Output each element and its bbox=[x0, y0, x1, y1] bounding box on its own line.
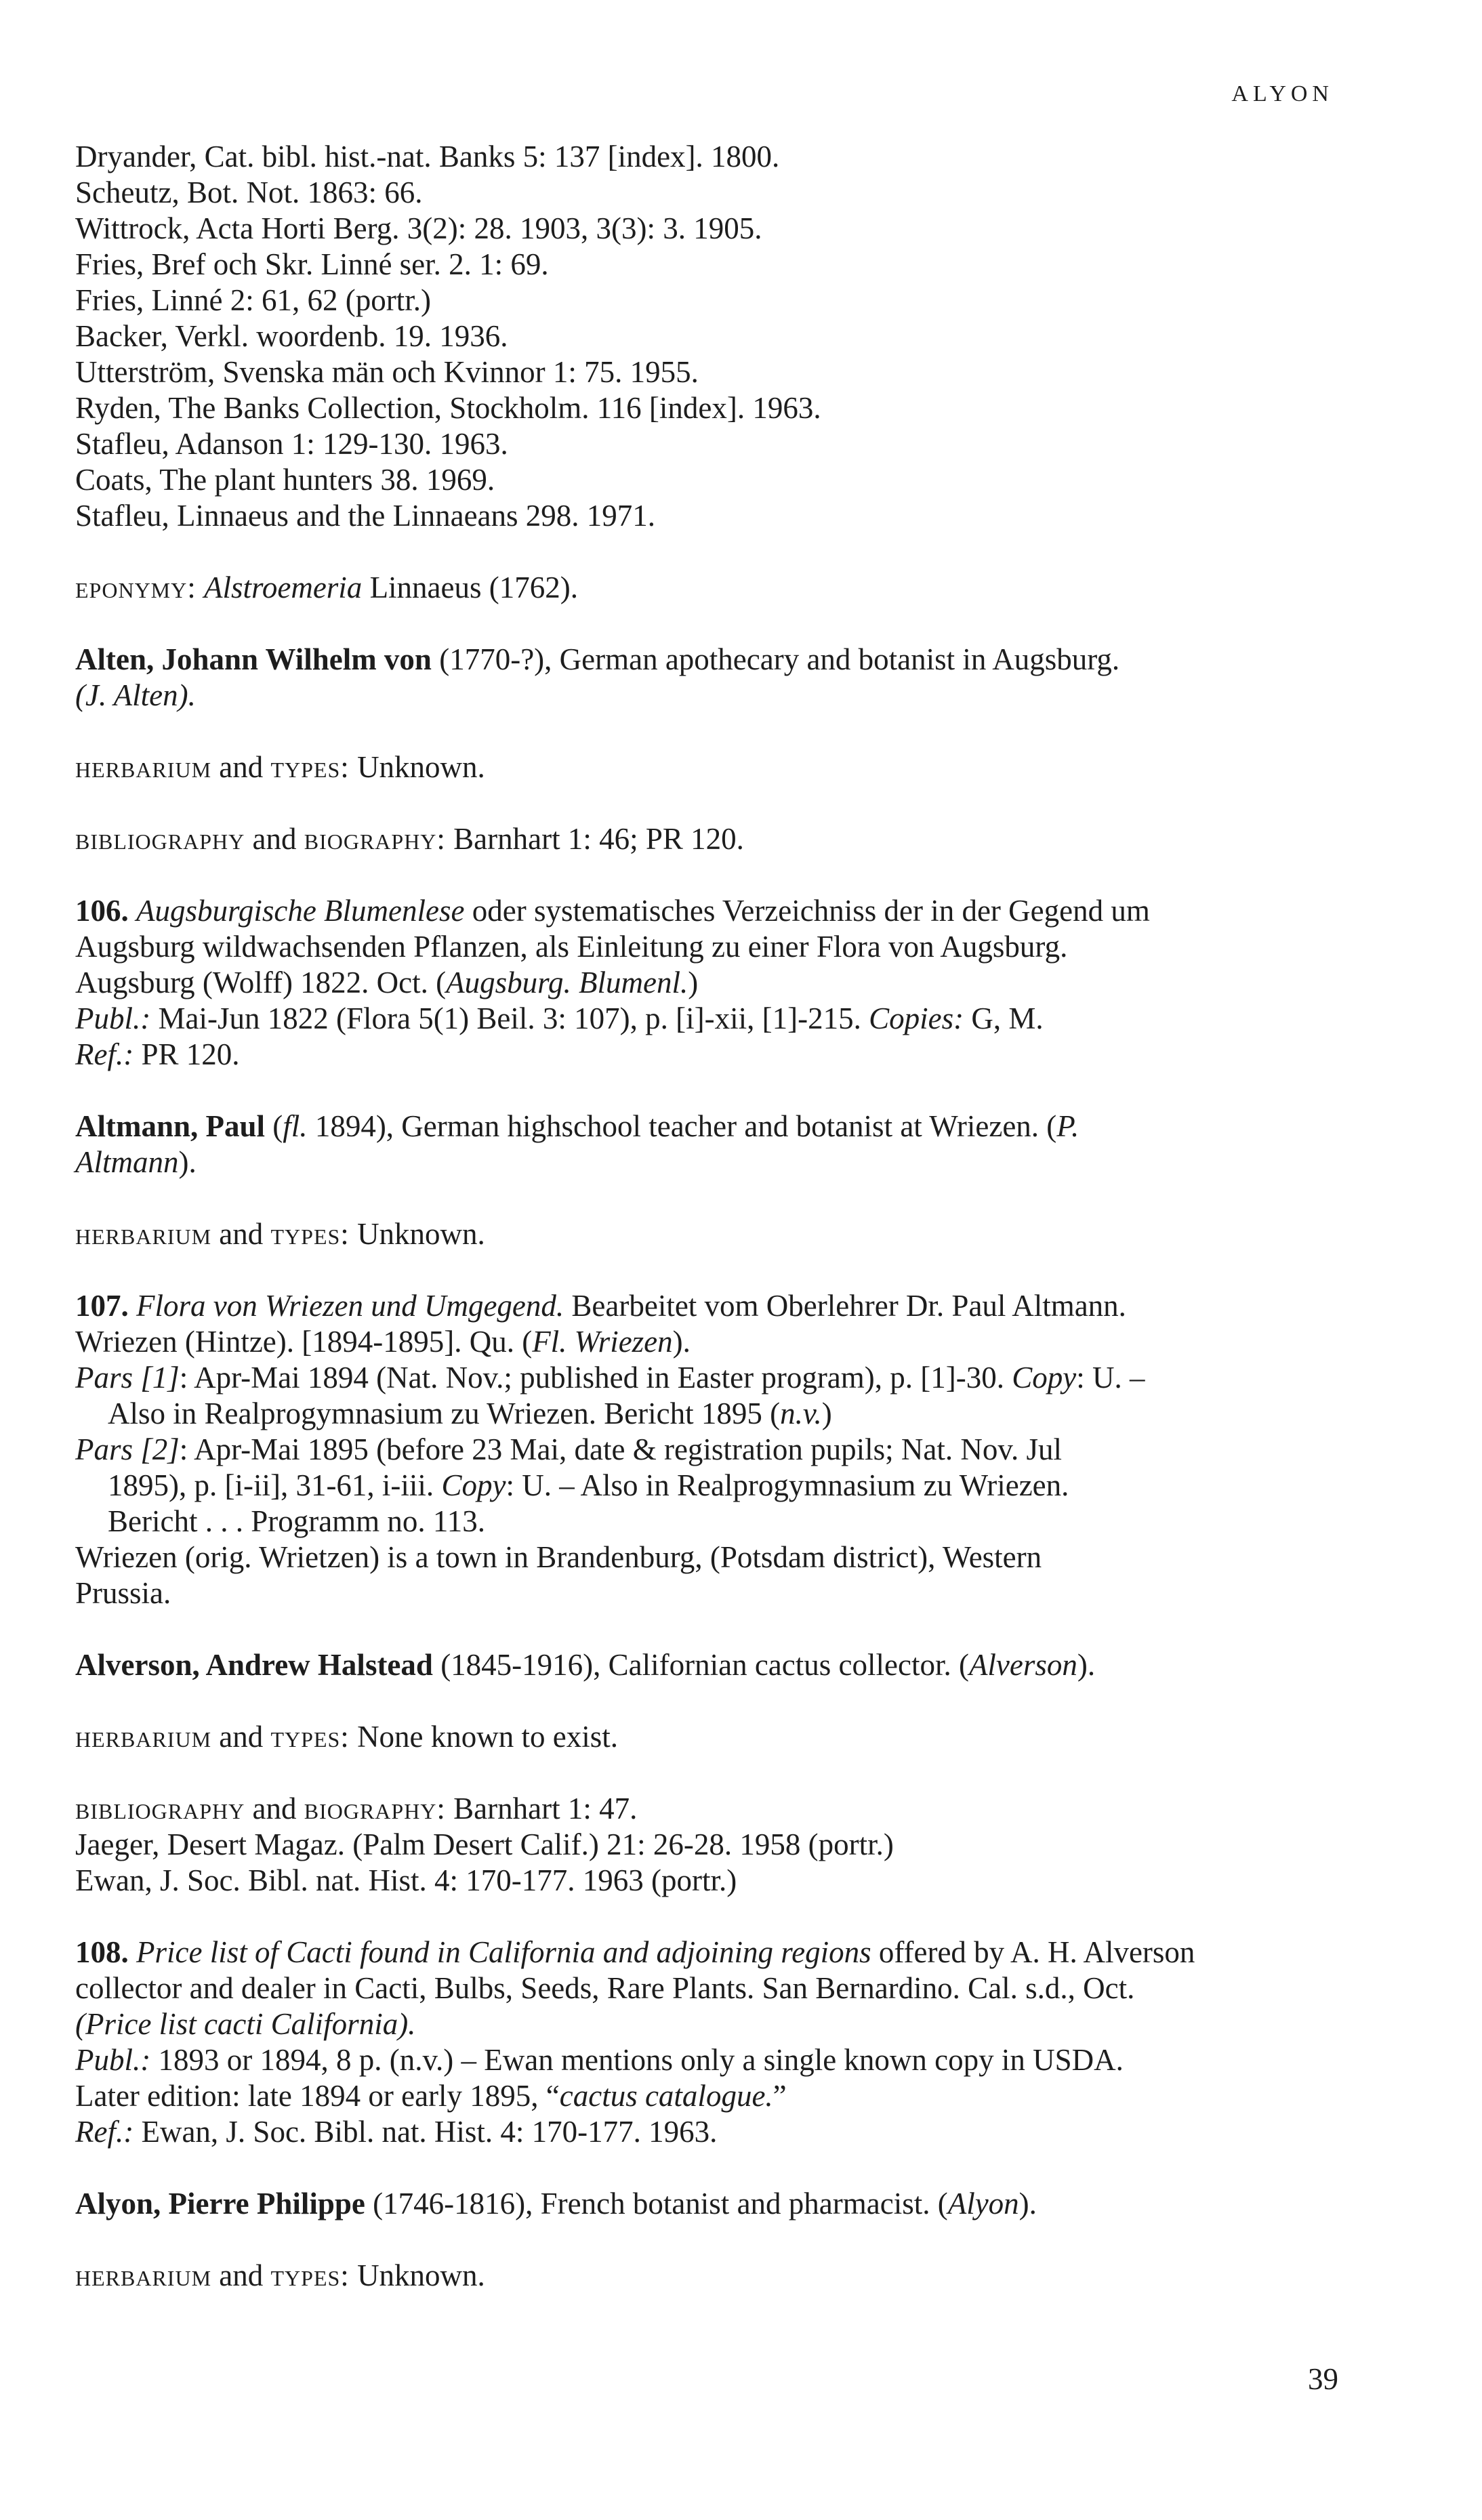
text-segment: Alyon bbox=[947, 2187, 1019, 2221]
herbarium-line bbox=[75, 1719, 1337, 1755]
text-segment: ) bbox=[688, 966, 699, 999]
bib-item: Stafleu, Linnaeus and the Linnaeans 298. 1971. bbox=[75, 499, 656, 533]
text-segment: offered by A. H. Alverson bbox=[871, 1935, 1195, 1969]
author-entry-alyon bbox=[75, 2186, 1337, 2294]
text-segment: and bbox=[211, 1217, 271, 1251]
text-segment: 1893 or 1894, 8 p. (n.v.) – Ewan mentions only a single known copy in USDA. bbox=[150, 2043, 1124, 2077]
text-segment: oder systematisches Verzeichniss der in der Gegend um bbox=[464, 894, 1150, 928]
text-segment: Copy bbox=[1012, 1361, 1077, 1395]
eponymy-genus: Alstroemeria bbox=[204, 571, 363, 604]
author-name: Alverson, Andrew Halstead bbox=[75, 1648, 433, 1682]
text-segment: Unknown. bbox=[349, 2258, 485, 2292]
text-segment: (Price list cacti California). bbox=[75, 2007, 416, 2041]
text-segment: herbarium bbox=[75, 2258, 212, 2292]
text-segment: ) bbox=[821, 1397, 832, 1430]
text-segment: Bericht . . . Programm no. 113. bbox=[108, 1504, 486, 1538]
entry-title: Price list of Cacti found in California and adjoining regions bbox=[136, 1935, 871, 1969]
text-segment: [2] bbox=[140, 1432, 180, 1466]
bibliography-line bbox=[75, 1791, 1337, 1827]
text-segment: Augsburg wildwachsenden Pflanzen, als Einleitung zu einer Flora von Augsburg. bbox=[75, 930, 1068, 964]
text-segment: types: bbox=[270, 1720, 350, 1754]
text-segment: PR 120. bbox=[133, 1037, 240, 1071]
author-entry-altmann bbox=[75, 1109, 1337, 1252]
running-head: ALYON bbox=[1231, 81, 1334, 106]
bib-item: Utterström, Svenska män och Kvinnor 1: 75. 1955. bbox=[75, 355, 699, 389]
text-segment: collector and dealer in Cacti, Bulbs, Seeds, Rare Plants. San Bernardino. Cal. s.d., Oct. bbox=[75, 1971, 1135, 2005]
text-segment: ” bbox=[773, 2079, 787, 2113]
text-segment: Ewan, J. Soc. Bibl. nat. Hist. 4: 170-177. 1963 (portr.) bbox=[75, 1863, 737, 1897]
text-segment: Mai-Jun 1822 (Flora 5(1) Beil. 3: 107), p. [i]-xii, [1]-215. bbox=[150, 1001, 869, 1035]
publication-entry-108 bbox=[75, 1935, 1337, 2150]
text-segment: types: bbox=[270, 750, 350, 784]
text-segment: bibliography bbox=[75, 822, 245, 856]
text-segment: None known to exist. bbox=[349, 1720, 619, 1754]
text-segment: herbarium bbox=[75, 1217, 212, 1251]
author-abbreviation: (J. Alten). bbox=[75, 678, 196, 712]
text-segment: Augsburg. Blumenl. bbox=[446, 966, 688, 999]
herbarium-line bbox=[75, 749, 1337, 785]
bib-item: Stafleu, Adanson 1: 129-130. 1963. bbox=[75, 427, 508, 461]
text-segment: herbarium bbox=[75, 1720, 212, 1754]
text-segment: biography: bbox=[304, 822, 446, 856]
bib-item: Dryander, Cat. bibl. hist.-nat. Banks 5: 137 [index]. 1800. bbox=[75, 140, 780, 173]
entry-number: 107. bbox=[75, 1289, 129, 1323]
bib-item: Ryden, The Banks Collection, Stockholm. 116 [index]. 1963. bbox=[75, 391, 821, 425]
text-segment: P. bbox=[1056, 1109, 1079, 1143]
text-segment: 1894), German highschool teacher and botanist at Wriezen. ( bbox=[307, 1109, 1057, 1143]
bib-item: Fries, Linné 2: 61, 62 (portr.) bbox=[75, 283, 431, 317]
entry-title: Augsburgische Blumenlese bbox=[136, 894, 465, 928]
publication-entry-106 bbox=[75, 893, 1337, 1073]
bib-item: Fries, Bref och Skr. Linné ser. 2. 1: 69. bbox=[75, 247, 549, 281]
text-segment: types: bbox=[270, 1217, 350, 1251]
text-segment: Wriezen (Hintze). [1894-1895]. Qu. ( bbox=[75, 1325, 533, 1359]
bib-item: Scheutz, Bot. Not. 1863: 66. bbox=[75, 175, 423, 209]
text-segment: Pars bbox=[75, 1361, 133, 1395]
bib-item: Backer, Verkl. woordenb. 19. 1936. bbox=[75, 319, 508, 353]
text-segment: [1] bbox=[140, 1361, 180, 1395]
text-segment: : Apr-Mai 1894 (Nat. Nov.; published in Easter program), p. [1]-30. bbox=[179, 1361, 1012, 1395]
text-segment: biography: bbox=[304, 1792, 446, 1825]
text-segment: Altmann bbox=[75, 1145, 179, 1179]
text-segment: Publ.: bbox=[75, 1001, 151, 1035]
text-segment: Pars bbox=[75, 1432, 133, 1466]
entry-title: Flora von Wriezen und Umgegend. bbox=[136, 1289, 564, 1323]
text-segment: Fl. Wriezen bbox=[532, 1325, 673, 1359]
eponymy-rest: Linnaeus (1762). bbox=[362, 571, 578, 604]
herbarium-line bbox=[75, 1216, 1337, 1252]
text-segment: types: bbox=[270, 2258, 350, 2292]
text-segment: bibliography bbox=[75, 1792, 245, 1825]
author-name: Altmann, Paul bbox=[75, 1109, 266, 1143]
entry-number: 108. bbox=[75, 1935, 129, 1969]
text-segment: Barnhart 1: 46; PR 120. bbox=[445, 822, 744, 856]
bib-item: Coats, The plant hunters 38. 1969. bbox=[75, 463, 495, 497]
text-segment: Also in Realprogymnasium zu Wriezen. Bericht 1895 ( bbox=[108, 1397, 781, 1430]
text-segment: Ewan, J. Soc. Bibl. nat. Hist. 4: 170-177. 1963. bbox=[133, 2115, 718, 2149]
text-segment: Unknown. bbox=[349, 1217, 485, 1251]
bib-item: Wittrock, Acta Horti Berg. 3(2): 28. 1903, 3(3): 3. 1905. bbox=[75, 211, 762, 245]
text-segment: Publ.: bbox=[75, 2043, 151, 2077]
herbarium-line bbox=[75, 2258, 1337, 2294]
text-segment: G, M. bbox=[964, 1001, 1044, 1035]
author-name: Alten, Johann Wilhelm von bbox=[75, 642, 432, 676]
text-segment: herbarium bbox=[75, 750, 212, 784]
text-segment: and bbox=[245, 1792, 304, 1825]
text-segment: ). bbox=[1077, 1648, 1096, 1682]
text-segment: ). bbox=[178, 1145, 197, 1179]
text-segment: Later edition: late 1894 or early 1895, “ bbox=[75, 2079, 560, 2113]
text-segment: and bbox=[211, 2258, 271, 2292]
text-segment: n.v. bbox=[780, 1397, 822, 1430]
text-segment: : Apr-Mai 1895 (before 23 Mai, date & registration pupils; Nat. Nov. Jul bbox=[179, 1432, 1062, 1466]
text-segment: Copy bbox=[441, 1468, 506, 1502]
text-segment: Bearbeitet vom Oberlehrer Dr. Paul Altmann. bbox=[564, 1289, 1126, 1323]
bibliography-list bbox=[75, 139, 1337, 534]
text-segment: Copies: bbox=[869, 1001, 964, 1035]
text-segment: Ref.: bbox=[75, 2115, 134, 2149]
text-segment: (1746-1816), French botanist and pharmacist. ( bbox=[365, 2187, 948, 2221]
text-segment: : U. – Also in Realprogymnasium zu Wriezen. bbox=[506, 1468, 1069, 1502]
text-segment: cactus catalogue. bbox=[559, 2079, 773, 2113]
text-segment: Unknown. bbox=[349, 750, 485, 784]
text-segment: and bbox=[211, 750, 271, 784]
author-name: Alyon, Pierre Philippe bbox=[75, 2187, 365, 2221]
author-description: (1770-?), German apothecary and botanist in Augsburg. bbox=[431, 642, 1120, 676]
publication-entry-107 bbox=[75, 1288, 1337, 1611]
text-segment: 1895), p. [i-ii], 31-61, i-iii. bbox=[108, 1468, 442, 1502]
text-segment: and bbox=[245, 822, 304, 856]
text-segment: and bbox=[211, 1720, 271, 1754]
page-body bbox=[75, 139, 1337, 2294]
text-segment: Jaeger, Desert Magaz. (Palm Desert Calif.) 21: 26-28. 1958 (portr.) bbox=[75, 1827, 894, 1861]
text-segment: Wriezen (orig. Wrietzen) is a town in Brandenburg, (Potsdam district), Western bbox=[75, 1540, 1042, 1574]
page-number: 39 bbox=[1308, 2362, 1338, 2396]
text-segment: Alverson bbox=[968, 1648, 1077, 1682]
text-segment: Prussia. bbox=[75, 1576, 171, 1610]
text-segment: : U. – bbox=[1076, 1361, 1145, 1395]
text-segment: fl. bbox=[283, 1109, 308, 1143]
text-segment: ( bbox=[265, 1109, 283, 1143]
eponymy-label: eponymy: bbox=[75, 571, 197, 604]
bibliography-line bbox=[75, 821, 1337, 857]
text-segment: ). bbox=[1018, 2187, 1037, 2221]
text-segment: Ref.: bbox=[75, 1037, 134, 1071]
text-segment: Barnhart 1: 47. bbox=[445, 1792, 638, 1825]
text-segment: (1845-1916), Californian cactus collector. ( bbox=[432, 1648, 969, 1682]
eponymy bbox=[75, 570, 1337, 606]
entry-number: 106. bbox=[75, 894, 129, 928]
author-entry-alverson bbox=[75, 1647, 1337, 1899]
text-segment: Augsburg (Wolff) 1822. Oct. ( bbox=[75, 966, 447, 999]
author-entry-alten bbox=[75, 642, 1337, 857]
text-segment: ). bbox=[672, 1325, 691, 1359]
